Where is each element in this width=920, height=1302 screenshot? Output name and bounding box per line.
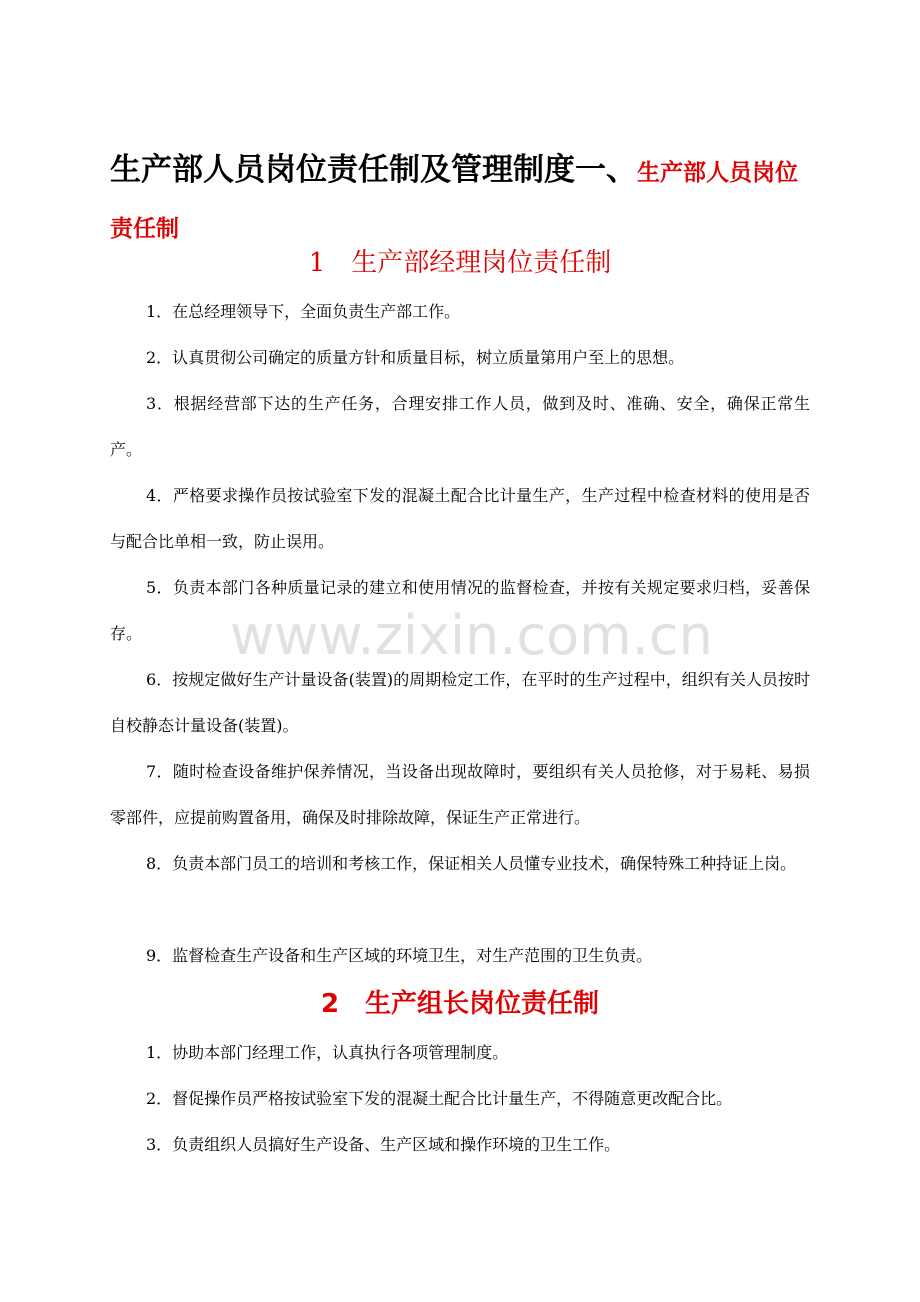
manager-duty-item: 7．随时检查设备维护保养情况，当设备出现故障时，要组织有关人员抢修，对于易耗、易损零部件，应提前购置备用，确保及时排除故障，保证生产正常进行。 bbox=[110, 762, 810, 827]
section-heading-team-leader: 2 生产组长岗位责任制 bbox=[320, 989, 600, 1019]
document-title-main: 生产部人员岗位责任制及管理制度一、 bbox=[110, 152, 637, 188]
manager-duty-item: 4．严格要求操作员按试验室下发的混凝土配合比计量生产，生产过程中检查材料的使用是否与配合比单相一致，防止误用。 bbox=[110, 486, 810, 551]
manager-duty-item: 1．在总经理领导下，全面负责生产部工作。 bbox=[146, 302, 461, 321]
manager-duty-item: 9．监督检查生产设备和生产区域的环境卫生，对生产范围的卫生负责。 bbox=[146, 946, 653, 965]
manager-duty-item: 2．认真贯彻公司确定的质量方针和质量目标，树立质量第用户至上的思想。 bbox=[146, 348, 685, 367]
watermark: www.zixin.com.cn bbox=[230, 604, 713, 667]
section-heading-manager: 1 生产部经理岗位责任制 bbox=[308, 248, 612, 278]
manager-duty-item: 5．负责本部门各种质量记录的建立和使用情况的监督检查，并按有关规定要求归档，妥善保存。 bbox=[110, 578, 810, 643]
manager-duty-item: 8．负责本部门员工的培训和考核工作，保证相关人员懂专业技术，确保特殊工种持证上岗。 bbox=[146, 854, 797, 873]
manager-duty-item: 6．按规定做好生产计量设备(装置)的周期检定工作，在平时的生产过程中，组织有关人员按时自校静态计量设备(装置)。 bbox=[110, 670, 810, 735]
team-leader-duty-item: 2．督促操作员严格按试验室下发的混凝土配合比计量生产，不得随意更改配合比。 bbox=[146, 1089, 733, 1108]
manager-duty-item: 3．根据经营部下达的生产任务，合理安排工作人员，做到及时、准确、安全，确保正常生产。 bbox=[110, 394, 810, 459]
team-leader-duty-item: 1．协助本部门经理工作，认真执行各项管理制度。 bbox=[146, 1043, 509, 1062]
document-title bbox=[110, 143, 815, 255]
document-title-sub: 生产部人员岗位责任制 bbox=[110, 160, 798, 242]
team-leader-duty-item: 3．负责组织人员搞好生产设备、生产区域和操作环境的卫生工作。 bbox=[146, 1135, 621, 1154]
